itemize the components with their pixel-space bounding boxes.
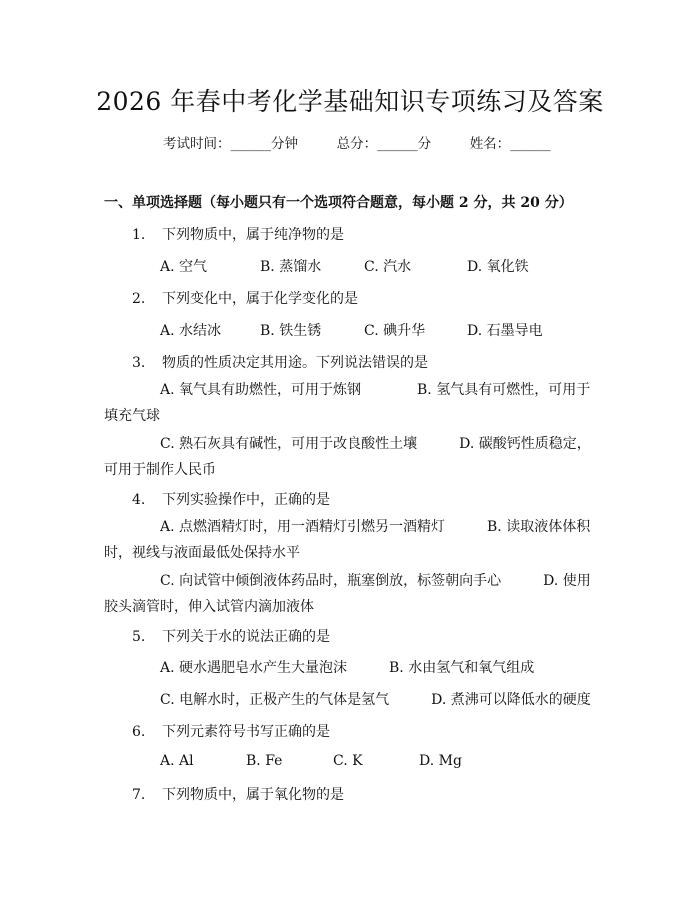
question-stem: 下列实验操作中，正确的是 bbox=[162, 492, 330, 508]
question-5-options-cd: C. 电解水时，正极产生的气体是氢气 D. 煮沸可以降低水的硬度 bbox=[160, 692, 591, 708]
question-3-options-cd: C. 熟石灰具有碱性，可用于改良酸性土壤 D. 碳酸钙性质稳定，可用于制作人民币 bbox=[104, 436, 591, 478]
time-unit: 分钟 bbox=[271, 136, 298, 152]
option-c: C. 汽水 bbox=[364, 259, 412, 275]
question-stem: 下列元素符号书写正确的是 bbox=[162, 724, 330, 740]
option-b: B. 蒸馏水 bbox=[260, 259, 322, 275]
time-label: 考试时间： bbox=[163, 136, 231, 152]
time-blank[interactable]: ______ bbox=[230, 136, 271, 152]
question-4-options-cd: C. 向试管中倾倒液体药品时，瓶塞倒放，标签朝向手心 D. 使用胶头滴管时，伸入试管内滴加液体 bbox=[104, 573, 591, 615]
question-stem: 下列关于水的说法正确的是 bbox=[162, 629, 330, 645]
question-2 bbox=[132, 288, 358, 308]
question-stem: 下列变化中，属于化学变化的是 bbox=[162, 291, 358, 307]
option-d: D. 氧化铁 bbox=[467, 259, 529, 275]
question-number: 6. bbox=[132, 724, 146, 740]
question-stem: 下列物质中，属于纯净物的是 bbox=[162, 227, 344, 243]
question-4-options-ab: A. 点燃酒精灯时，用一酒精灯引燃另一酒精灯 B. 读取液体体积时，视线与液面最低处保持水平 bbox=[104, 519, 591, 561]
option-a: A. Al bbox=[160, 753, 194, 769]
score-blank[interactable]: ______ bbox=[377, 136, 418, 152]
option-b: B. Fe bbox=[246, 753, 283, 769]
question-number: 3. bbox=[132, 355, 146, 371]
question-number: 2. bbox=[132, 291, 146, 307]
question-number: 4. bbox=[132, 492, 146, 508]
option-c: C. K bbox=[333, 753, 363, 769]
question-stem: 下列物质中，属于氧化物的是 bbox=[162, 787, 344, 803]
option-a: A. 水结冰 bbox=[160, 323, 222, 339]
option-a: A. 空气 bbox=[160, 259, 208, 275]
question-number: 7. bbox=[132, 787, 146, 803]
question-5 bbox=[132, 626, 330, 646]
question-7 bbox=[132, 784, 344, 804]
score-label: 总分： bbox=[336, 136, 378, 152]
question-4 bbox=[132, 489, 330, 509]
question-6 bbox=[132, 721, 330, 741]
question-5-options-ab: A. 硬水遇肥皂水产生大量泡沫 B. 水由氢气和氧气组成 bbox=[160, 660, 535, 676]
option-b: B. 铁生锈 bbox=[260, 323, 322, 339]
question-number: 1. bbox=[132, 227, 146, 243]
section-heading: 一、单项选择题（每小题只有一个选项符合题意，每小题 2 分，共 20 分） bbox=[104, 195, 573, 211]
option-c: C. 碘升华 bbox=[364, 323, 426, 339]
name-blank[interactable]: ______ bbox=[510, 136, 551, 152]
question-number: 5. bbox=[132, 629, 146, 645]
name-label: 姓名： bbox=[469, 136, 511, 152]
page-title: 2026 年春中考化学基础知识专项练习及答案 bbox=[96, 87, 604, 116]
question-3-options-ab: A. 氧气具有助燃性，可用于炼钢 B. 氢气具有可燃性，可用于填充气球 bbox=[104, 382, 591, 424]
question-3 bbox=[132, 352, 428, 372]
exam-info bbox=[163, 132, 551, 152]
question-stem: 物质的性质决定其用途。下列说法错误的是 bbox=[162, 355, 428, 371]
question-1 bbox=[132, 224, 344, 244]
option-d: D. Mg bbox=[419, 753, 462, 769]
score-unit: 分 bbox=[417, 136, 432, 152]
option-d: D. 石墨导电 bbox=[467, 323, 543, 339]
